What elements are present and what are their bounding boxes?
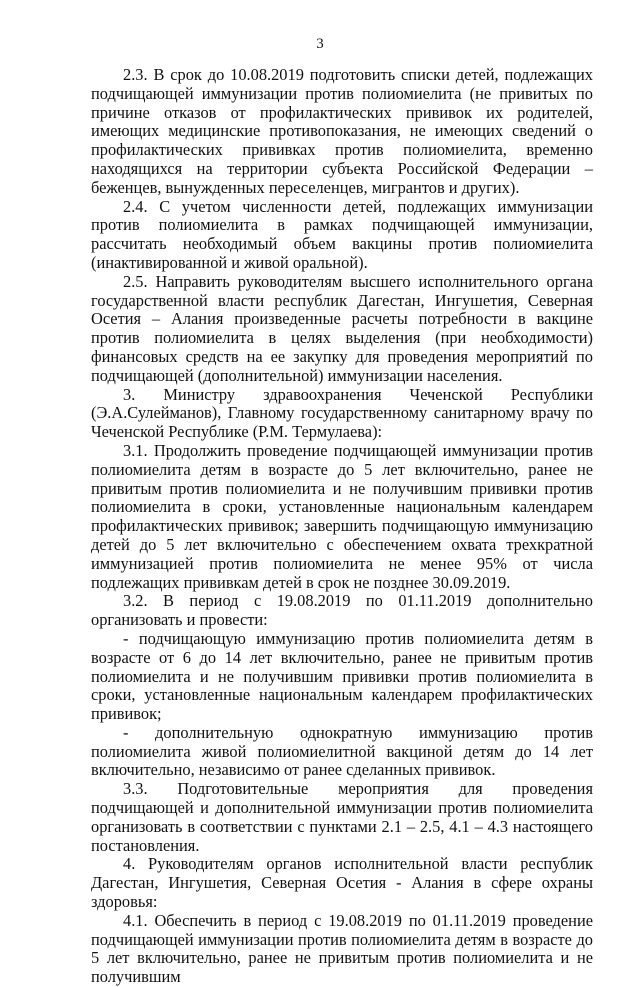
document-body: [91, 66, 593, 987]
paragraph-2-3: 2.3. В срок до 10.08.2019 подготовить списки детей, подлежащих подчищающей иммунизации против полиомиелита (не привитых по причине отказов от профилактических прививок их родителей, имеющих медицинские противопоказания, не имеющих сведений о профилактических прививках против полиомиелита, временно находящихся на территории субъекта Российской Федерации – беженцев, вынужденных переселенцев, мигрантов и других).: [91, 65, 593, 197]
paragraph-3-3: 3.3. Подготовительные мероприятия для проведения подчищающей и дополнительной иммунизации против полиомиелита организовать в соответствии с пунктами 2.1 – 2.5, 4.1 – 4.3 настоящего постановления.: [91, 779, 593, 855]
paragraph-2-4: 2.4. С учетом численности детей, подлежащих иммунизации против полиомиелита в рамках подчищающей иммунизации, рассчитать необходимый объем вакцины против полиомиелита (инактивированной и живой оральной).: [91, 196, 593, 272]
page-number: 3: [316, 36, 324, 52]
paragraph-3-2-item-1: - подчищающую иммунизацию против полиомиелита детям в возрасте от 6 до 14 лет включительно, ранее не привитым против полиомиелита и не получившим прививки против полиомиелита в сроки, установленные национальным календарем профилактических прививок;: [91, 628, 593, 724]
paragraph-3-2: 3.2. В период с 19.08.2019 по 01.11.2019 дополнительно организовать и провести:: [91, 591, 593, 630]
paragraph-2-5: 2.5. Направить руководителям высшего исполнительного органа государственной власти республик Дагестан, Ингушетия, Северная Осетия – Алания произведенные расчеты потребности в вакцине против полиомиелита в целях выделения (при необходимости) финансовых средств на ее закупку для проведения мероприятий по подчищающей (дополнительной) иммунизации населения.: [91, 271, 593, 385]
paragraph-3: 3. Министру здравоохранения Чеченской Республики (Э.А.Сулейманов), Главному государственному санитарному врачу по Чеченской Республике (Р.М. Термулаева):: [91, 384, 593, 442]
paragraph-4: 4. Руководителям органов исполнительной власти республик Дагестан, Ингушетия, Северная Осетия - Алания в сфере охраны здоровья:: [91, 854, 593, 912]
paragraph-3-1: 3.1. Продолжить проведение подчищающей иммунизации против полиомиелита детям в возрасте до 5 лет включительно, ранее не привитым против полиомиелита и не получившим прививки против полиомиелита в сроки, установленные национальным календарем профилактических прививок; завершить подчищающую иммунизацию детей до 5 лет включительно с обеспечением охвата трехкратной иммунизацией против полиомиелита не менее 95% от числа подлежащих прививкам детей в срок не позднее 30.09.2019.: [91, 440, 593, 592]
paragraph-4-1: 4.1. Обеспечить в период с 19.08.2019 по 01.11.2019 проведение подчищающей иммунизации против полиомиелита детям в возрасте до 5 лет включительно, ранее не привитым против полиомиелита и не получившим: [91, 910, 593, 987]
paragraph-3-2-item-2: - дополнительную однократную иммунизацию против полиомиелита живой полиомиелитной вакциной детям до 14 лет включительно, независимо от ранее сделанных прививок.: [91, 722, 593, 780]
